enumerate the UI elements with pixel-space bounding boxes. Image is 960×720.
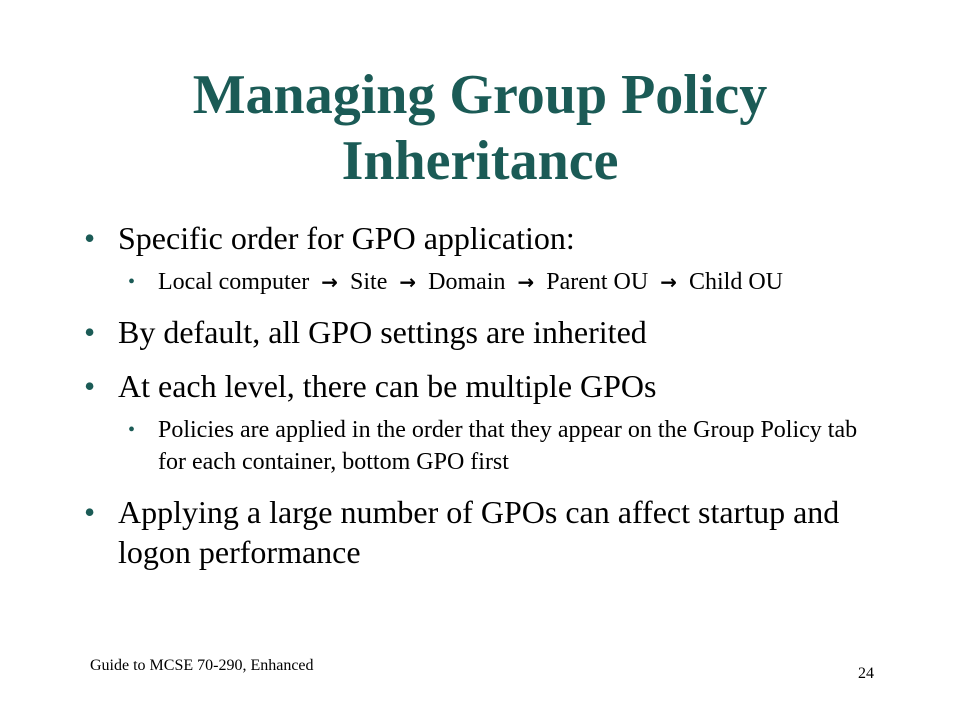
footer-text: Guide to MCSE 70-290, Enhanced xyxy=(90,657,314,674)
bullet-gpo-order xyxy=(84,218,884,258)
page-number: 24 xyxy=(858,665,874,682)
bullet-text: Applying a large number of GPOs can affect startup and logon performance xyxy=(118,494,840,570)
order-local-computer: Local computer xyxy=(158,269,310,295)
slide-title xyxy=(80,62,880,194)
order-parent-ou: Parent OU xyxy=(546,269,649,295)
title-line-2: Inheritance xyxy=(341,130,619,192)
right-arrow-icon: → xyxy=(399,270,417,294)
bullet-text: At each level, there can be multiple GPOs xyxy=(118,368,657,404)
bullet-text: Specific order for GPO application: xyxy=(118,220,575,256)
right-arrow-icon: → xyxy=(517,270,535,294)
sub-bullet-application-order xyxy=(128,266,884,298)
right-arrow-icon: → xyxy=(660,270,677,294)
order-domain: Domain xyxy=(428,269,506,295)
order-site: Site xyxy=(350,269,388,295)
sub-bullet-policy-order xyxy=(128,414,884,478)
order-child-ou: Child OU xyxy=(688,269,783,295)
bullet-performance xyxy=(84,492,884,572)
right-arrow-icon: → xyxy=(321,270,339,294)
bullet-default-inheritance xyxy=(84,312,884,352)
bullet-text: By default, all GPO settings are inherited xyxy=(118,314,647,350)
bullet-list xyxy=(84,218,884,586)
bullet-multiple-gpos xyxy=(84,366,884,406)
bullet-text: Policies are applied in the order that they appear on the Group Policy tab for each container, bottom GPO first xyxy=(158,417,858,475)
title-line-1: Managing Group Policy xyxy=(192,64,768,126)
